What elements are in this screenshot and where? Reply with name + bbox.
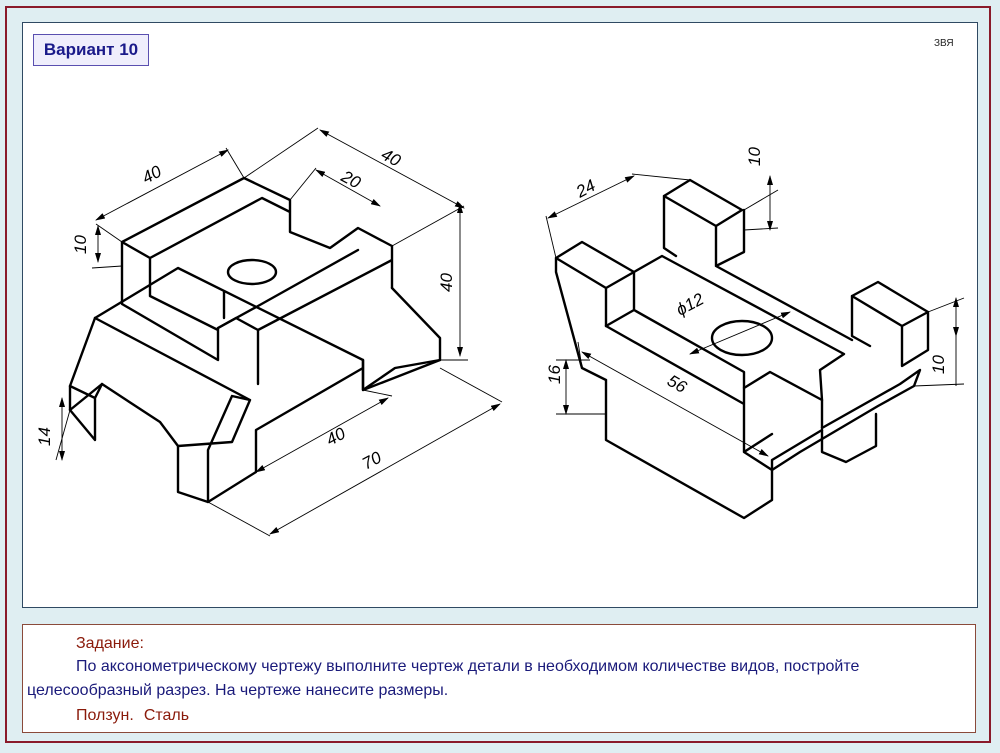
left-part-view	[35, 128, 502, 536]
right-dim-phi12: ϕ12	[672, 289, 707, 320]
left-dim-40-d: 40	[322, 423, 349, 450]
left-dim-40-a: 40	[138, 161, 165, 188]
variant-label: Вариант 10	[33, 34, 149, 66]
task-title: Задание:	[76, 635, 144, 652]
left-dim-70: 70	[358, 447, 385, 474]
right-hole	[712, 321, 772, 355]
right-part-view	[545, 147, 964, 518]
left-dim-40-b: 40	[378, 144, 404, 171]
left-dim-20: 20	[338, 166, 364, 193]
left-base-outline	[70, 268, 440, 502]
right-dim-56: 56	[664, 371, 690, 397]
task-part-line	[76, 707, 189, 725]
right-dim-10-b: 10	[929, 355, 948, 374]
right-top-lugs	[664, 180, 928, 366]
left-dim-14: 14	[35, 427, 54, 446]
right-dim-16: 16	[545, 365, 564, 384]
author-mark: ЗВЯ	[934, 38, 954, 49]
right-bottom-foot	[822, 414, 876, 462]
right-dim-24: 24	[572, 175, 599, 202]
left-dim-40-c: 40	[437, 273, 456, 292]
left-hole	[228, 260, 276, 284]
left-dim-10: 10	[71, 235, 90, 254]
part-name: Ползун.	[76, 707, 134, 724]
task-text-line-1: По аксонометрическому чертежу выполните чертеж детали в необходимом количестве видов, постройте	[76, 658, 860, 675]
task-text-line-2: целесообразный разрез. На чертеже нанесите размеры.	[27, 682, 449, 699]
right-dimensions	[546, 174, 964, 456]
task-panel	[22, 624, 976, 733]
right-inner-channel	[606, 256, 920, 470]
left-base-front	[70, 318, 440, 502]
material: Сталь	[143, 707, 190, 724]
right-dim-10-a: 10	[745, 147, 764, 166]
